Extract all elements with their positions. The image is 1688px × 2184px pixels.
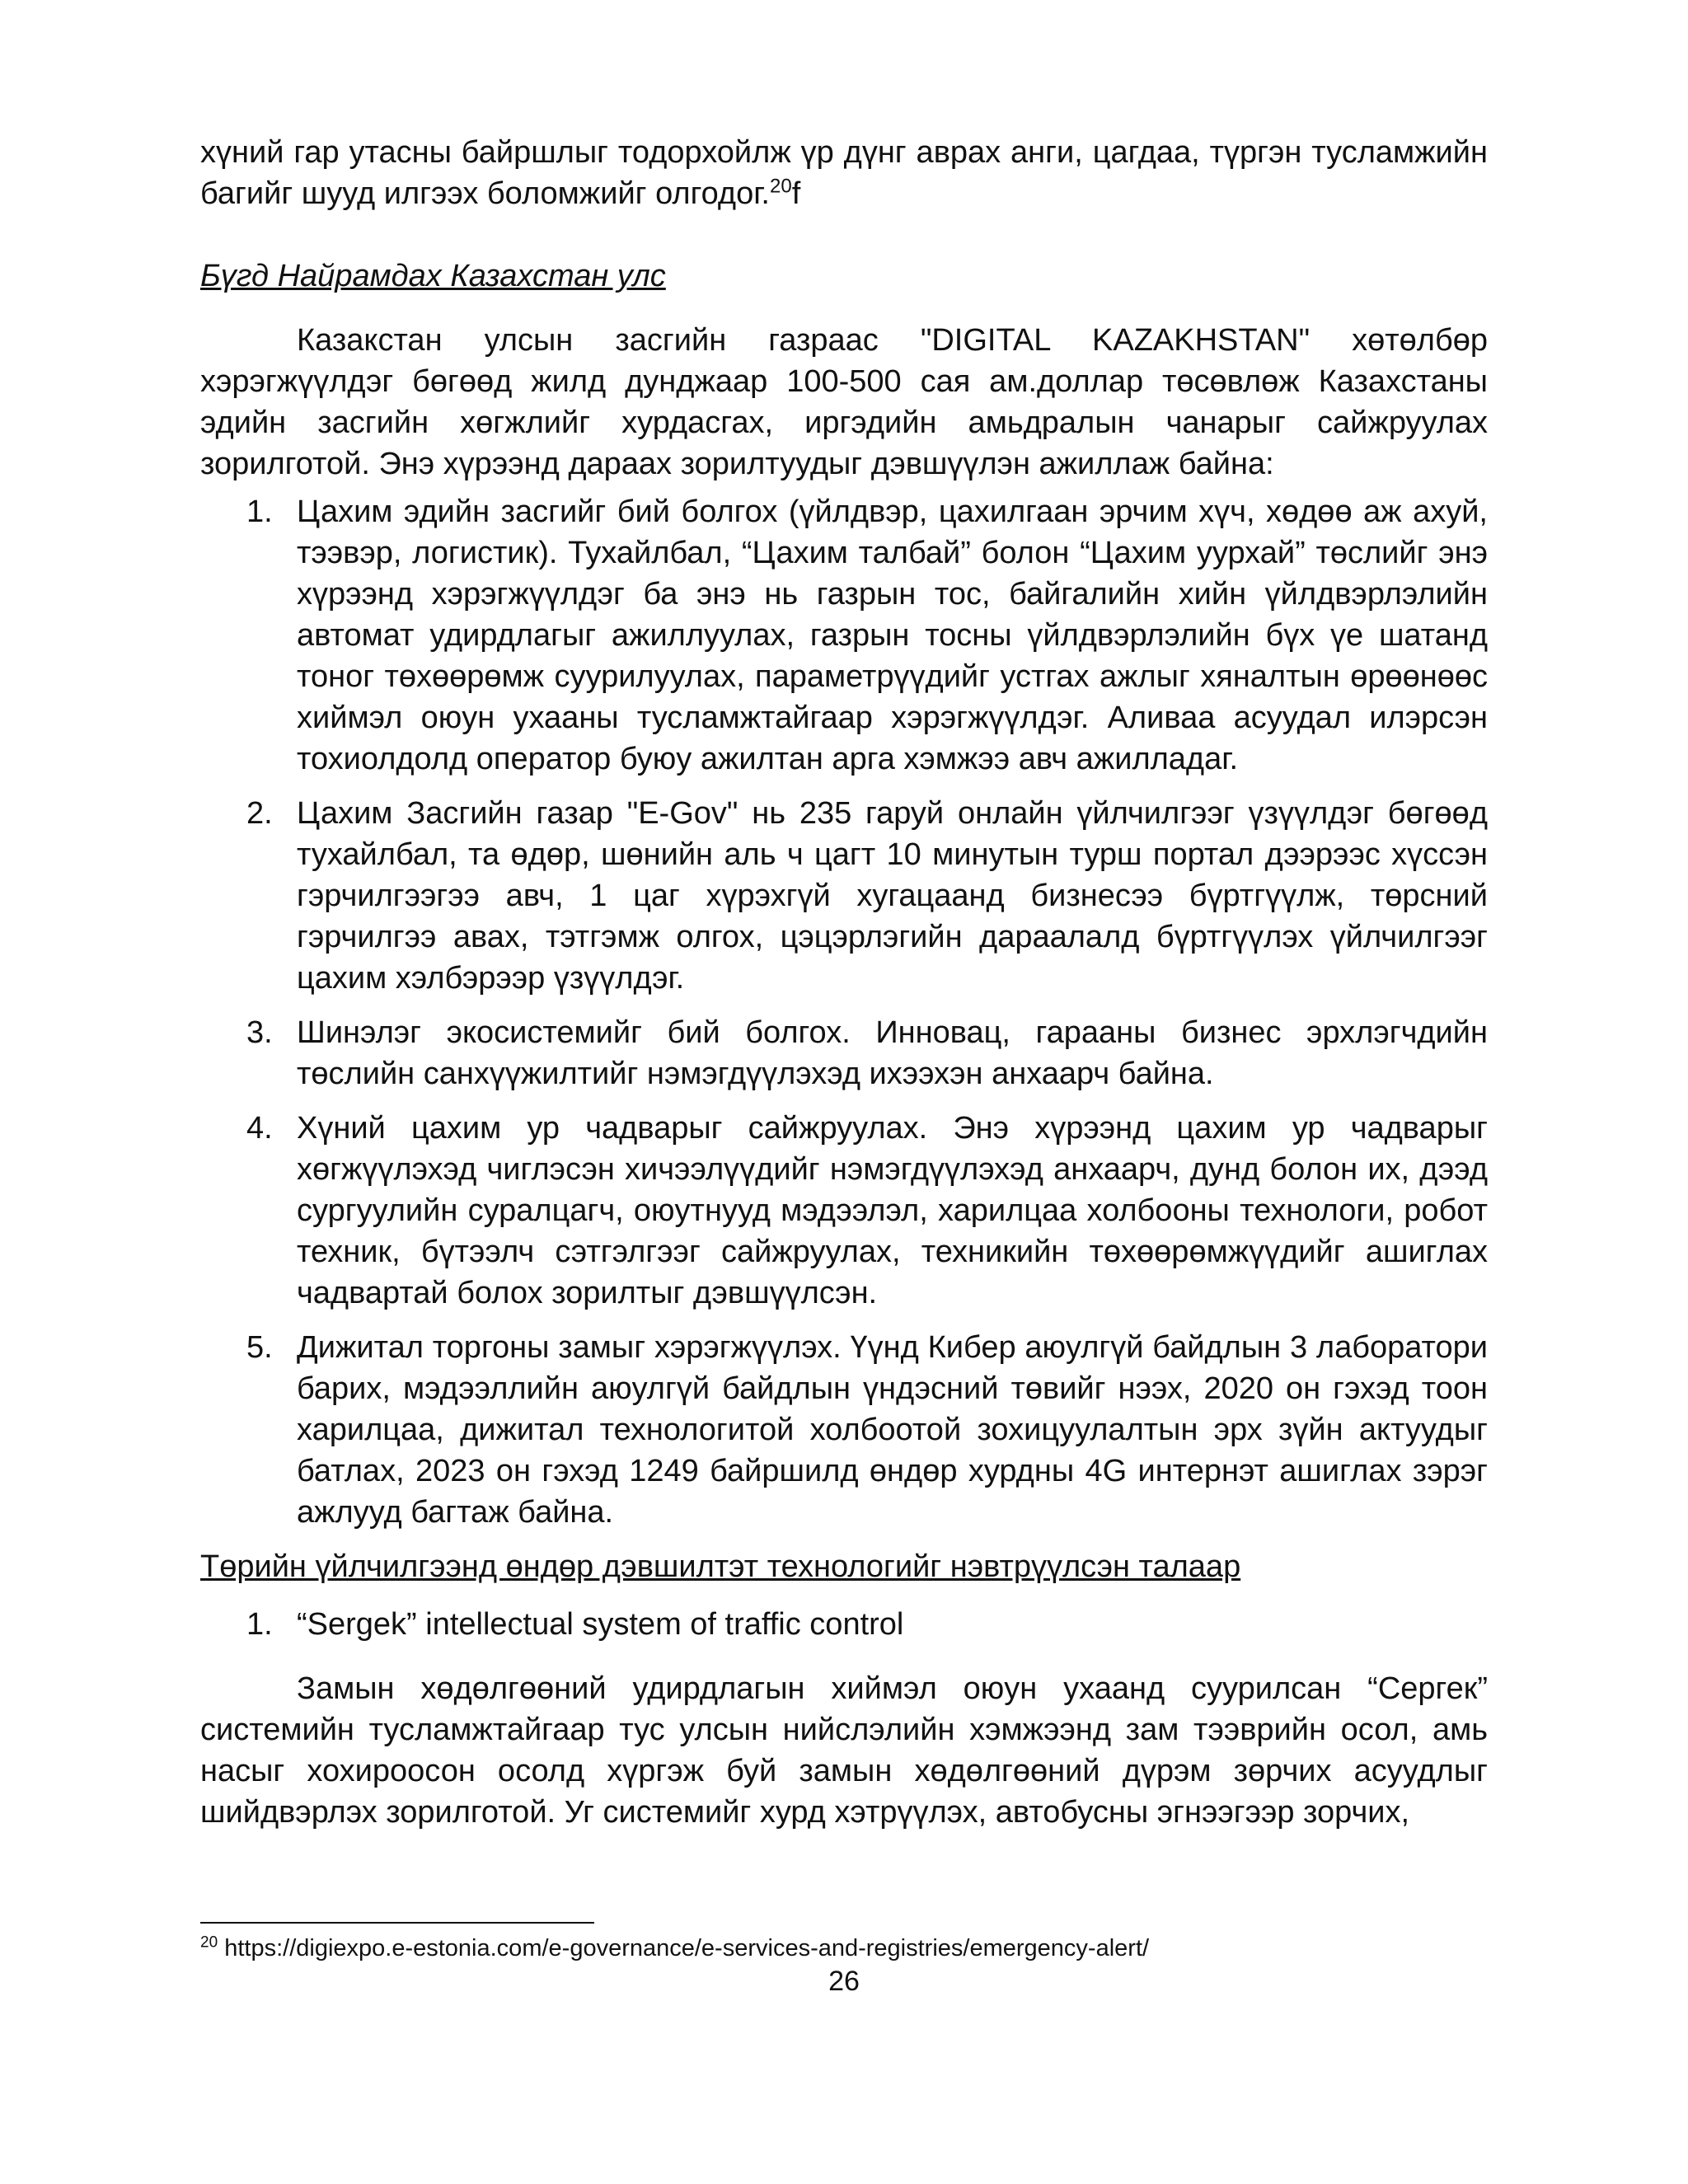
list-item-text: Цахим Засгийн газар "E-Gov" нь 235 гаруй онлайн үйлчилгээг үзүүлдэг бөгөөд тухайлбал, та өдөр, шөнийн аль ч цагт 10 минутын турш портал дээрээс хүссэн гэрчилгээгээ авч, 1 цаг хүрэхгүй хугацаанд бизнесээ бүртгүүлж, төрсний гэрчилгээ авах, тэтгэмж олгох, цэцэрлэгийн дараалалд бүртгүүлэх үйлчилгээг цахим хэлбэрээр үзүүлдэг. <box>297 796 1488 996</box>
intro-paragraph-text: хүний гар утасны байршлыг тодорхойлж үр дүнг аврах анги, цагдаа, түргэн тусламжийн багийг шууд илгээх боломжийг олгодог. <box>200 135 1488 211</box>
intro-trailing-text: f <box>791 176 801 211</box>
list-item <box>200 793 1488 999</box>
list-item-number: 2. <box>246 796 273 831</box>
footnote-number: 20 <box>200 1933 218 1952</box>
section-heading-kazakhstan: Бүгд Найрамдах Казахстан улс <box>200 259 666 293</box>
intro-paragraph <box>200 132 1488 214</box>
kazakhstan-paragraph: Казакстан улсын засгийн газраас "DIGITAL KAZAKHSTAN" хөтөлбөр хэрэгжүүлдэг бөгөөд жилд дунджаар 100-500 сая ам.доллар төсөвлөж Казахстаны эдийн засгийн хөгжлийг хурдасгах, иргэдийн амьдралын чанарыг сайжруулах зорилготой. Энэ хүрээнд дараах зорилтуудыг дэвшүүлэн ажиллаж байна: <box>200 323 1488 481</box>
list-item <box>200 1327 1488 1533</box>
footnote-link[interactable]: https://digiexpo.e-estonia.com/e-governance/e-services-and-registries/emergency-alert/ <box>224 1935 1150 1961</box>
footnote-divider <box>200 1922 594 1924</box>
list-item <box>200 1012 1488 1094</box>
list-item-text: Шинэлэг экосистемийг бий болгох. Инновац, гарааны бизнес эрхлэгчдийн төслийн санхүүжилтийг нэмэгдүүлэхэд ихээхэн анхаарч байна. <box>297 1015 1488 1091</box>
list-item-text: Цахим эдийн засгийг бий болгох (үйлдвэр, цахилгаан эрчим хүч, хөдөө аж ахуй, тээвэр, логистик). Тухайлбал, “Цахим талбай” болон “Цахим уурхай” төслийг энэ хүрээнд хэрэгжүүлдэг ба энэ нь газрын тос, байгалийн хийн үйлдвэрлэлийн автомат удирдлагыг ажиллуулах, газрын тосны үйлдвэрлэлийн бүх үе шатанд тоног төхөөрөмж суурилуулах, параметрүүдийг устгах ажлыг хяналтын өрөөнөөс хиймэл оюун ухааны тусламжтайгаар хэрэгжүүлдэг. Аливаа асуудал илэрсэн тохиолдолд оператор буюу ажилтан арга хэмжээ авч ажилладаг. <box>297 494 1488 776</box>
kazakhstan-goals-list <box>200 491 1488 1533</box>
list-item-text: Хүний цахим ур чадварыг сайжруулах. Энэ хүрээнд цахим ур чадварыг хөгжүүлэхэд чиглэсэн хичээлүүдийг нэмэгдүүлэхэд анхаарч, дунд болон их, дээд сургуулийн суралцагч, оюутнууд мэдээлэл, харилцаа холбооны технологи, робот техник, бүтээлч сэтгэлгээг сайжруулах, техникийн төхөөрөмжүүдийг ашиглах чадвартай болох зорилтыг дэвшүүлсэн. <box>297 1111 1488 1310</box>
list-item-text: “Sergek” intellectual system of traffic control <box>297 1607 904 1642</box>
section-heading-technology: Төрийн үйлчилгээнд өндөр дэвшилтэт технологийг нэвтрүүлсэн талаар <box>200 1549 1241 1584</box>
list-item-number: 3. <box>246 1015 273 1050</box>
page-number: 26 <box>828 1966 860 1997</box>
footnote <box>200 1933 1149 1963</box>
list-item-text: Дижитал торгоны замыг хэрэгжүүлэх. Үүнд Кибер аюулгүй байдлын 3 лаборатори барих, мэдээллийн аюулгүй байдлын үндэсний төвийг нээх, 2020 он гэхэд тоон харилцаа, дижитал технологитой холбоотой зохицуулалтын эрх зүйн актуудыг батлах, 2023 он гэхэд 1249 байршилд өндөр хурдны 4G интернэт ашиглах зэрэг ажлууд багтаж байна. <box>297 1330 1488 1530</box>
list-item <box>200 1108 1488 1314</box>
list-item-number: 4. <box>246 1111 273 1146</box>
list-item <box>200 491 1488 780</box>
sergek-paragraph: Замын хөдөлгөөний удирдлагын хиймэл оюун ухаанд суурилсан “Сергек” системийн тусламжтайгаар тус улсын нийслэлийн хэмжээнд зам тээврийн осол, амь насыг хохироосон осолд хүргэж буй замын хөдөлгөөний дүрэм зөрчих асуудлыг шийдвэрлэх зорилготой. Уг системийг хурд хэтрүүлэх, автобусны эгнээгээр зорчих, <box>200 1671 1488 1830</box>
list-item-number: 1. <box>246 494 273 529</box>
list-item-number: 1. <box>246 1607 273 1642</box>
list-item-number: 5. <box>246 1330 273 1365</box>
technology-list-item <box>200 1604 1488 1645</box>
document-page <box>200 132 1488 1833</box>
footnote-reference[interactable]: 20 <box>769 175 792 198</box>
